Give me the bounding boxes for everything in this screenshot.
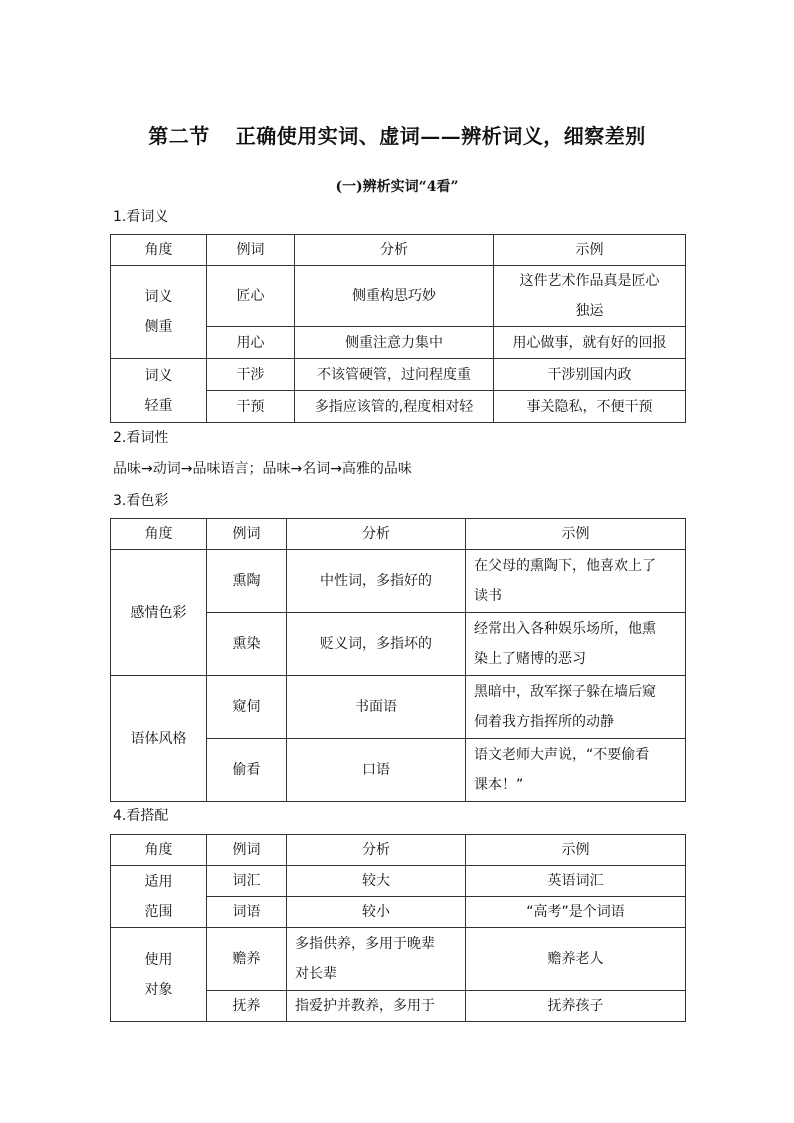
analysis-cell: 较大 (287, 866, 466, 897)
word-cell: 窥伺 (207, 676, 287, 739)
analysis-cell: 多指供养，多用于晚辈 对长辈 (287, 928, 466, 991)
example-cell: 用心做事，就有好的回报 (494, 327, 686, 359)
heading-coloring: 3.看色彩 (113, 493, 169, 509)
analysis-cell: 中性词，多指好的 (287, 550, 466, 613)
header-word: 例词 (207, 235, 295, 266)
table-row (111, 266, 686, 327)
example-cell: 赡养老人 (466, 928, 686, 991)
word-cell: 抚养 (207, 991, 287, 1022)
analysis-cell: 贬义词，多指坏的 (287, 613, 466, 676)
angle-cell: 词义 轻重 (111, 359, 207, 423)
part-of-speech-text: 品味→动词→品味语言；品味→名词→高雅的品味 (113, 461, 412, 477)
table-header-row (111, 835, 686, 866)
word-cell: 干涉 (207, 359, 295, 391)
example-cell: 经常出入各种娱乐场所，他熏 染上了赌博的恶习 (466, 613, 686, 676)
table-collocation (110, 834, 686, 1022)
header-example: 示例 (466, 519, 686, 550)
table-header-row (111, 519, 686, 550)
analysis-cell: 多指应该管的,程度相对轻 (295, 391, 494, 423)
analysis-cell: 口语 (287, 739, 466, 802)
heading-collocation: 4.看搭配 (113, 808, 169, 824)
header-analysis: 分析 (287, 519, 466, 550)
analysis-cell: 较小 (287, 897, 466, 928)
analysis-cell: 侧重构思巧妙 (295, 266, 494, 327)
header-angle: 角度 (111, 835, 207, 866)
angle-cell: 词义 侧重 (111, 266, 207, 359)
word-cell: 熏染 (207, 613, 287, 676)
analysis-cell: 书面语 (287, 676, 466, 739)
table-row (111, 676, 686, 739)
table-coloring (110, 518, 686, 802)
word-cell: 词语 (207, 897, 287, 928)
table-word-meaning (110, 234, 686, 423)
example-cell: 抚养孩子 (466, 991, 686, 1022)
header-word: 例词 (207, 835, 287, 866)
analysis-cell: 指爱护并教养，多用于 (287, 991, 466, 1022)
word-cell: 偷看 (207, 739, 287, 802)
page-title (0, 120, 794, 149)
example-cell: 事关隐私，不便干预 (494, 391, 686, 423)
example-cell: 这件艺术作品真是匠心 独运 (494, 266, 686, 327)
table-row (111, 359, 686, 391)
analysis-cell: 不该管硬管，过问程度重 (295, 359, 494, 391)
example-cell: 英语词汇 (466, 866, 686, 897)
table-row (111, 866, 686, 897)
example-cell: 在父母的熏陶下，他喜欢上了 读书 (466, 550, 686, 613)
heading-word-meaning: 1.看词义 (113, 209, 169, 225)
angle-cell: 使用 对象 (111, 928, 207, 1022)
header-example: 示例 (494, 235, 686, 266)
word-cell: 熏陶 (207, 550, 287, 613)
word-cell: 用心 (207, 327, 295, 359)
angle-cell: 适用 范围 (111, 866, 207, 928)
section-title: 正确使用实词、虚词——辨析词义，细察差别 (235, 124, 646, 148)
word-cell: 赡养 (207, 928, 287, 991)
header-word: 例词 (207, 519, 287, 550)
example-cell: 干涉别国内政 (494, 359, 686, 391)
angle-cell: 感情色彩 (111, 550, 207, 676)
analysis-cell: 侧重注意力集中 (295, 327, 494, 359)
table-row (111, 928, 686, 991)
header-analysis: 分析 (287, 835, 466, 866)
header-example: 示例 (466, 835, 686, 866)
section-number: 第二节 (148, 124, 210, 148)
example-cell: 语文老师大声说，“不要偷看 课本！” (466, 739, 686, 802)
word-cell: 词汇 (207, 866, 287, 897)
example-cell: 黑暗中，敌军探子躲在墙后窥 伺着我方指挥所的动静 (466, 676, 686, 739)
header-angle: 角度 (111, 519, 207, 550)
word-cell: 干预 (207, 391, 295, 423)
header-analysis: 分析 (295, 235, 494, 266)
table-header-row (111, 235, 686, 266)
word-cell: 匠心 (207, 266, 295, 327)
table-row (111, 550, 686, 613)
heading-part-of-speech: 2.看词性 (113, 430, 169, 446)
example-cell: “高考”是个词语 (466, 897, 686, 928)
angle-cell: 语体风格 (111, 676, 207, 802)
subtitle: (一)辨析实词“4看” (335, 179, 459, 195)
header-angle: 角度 (111, 235, 207, 266)
